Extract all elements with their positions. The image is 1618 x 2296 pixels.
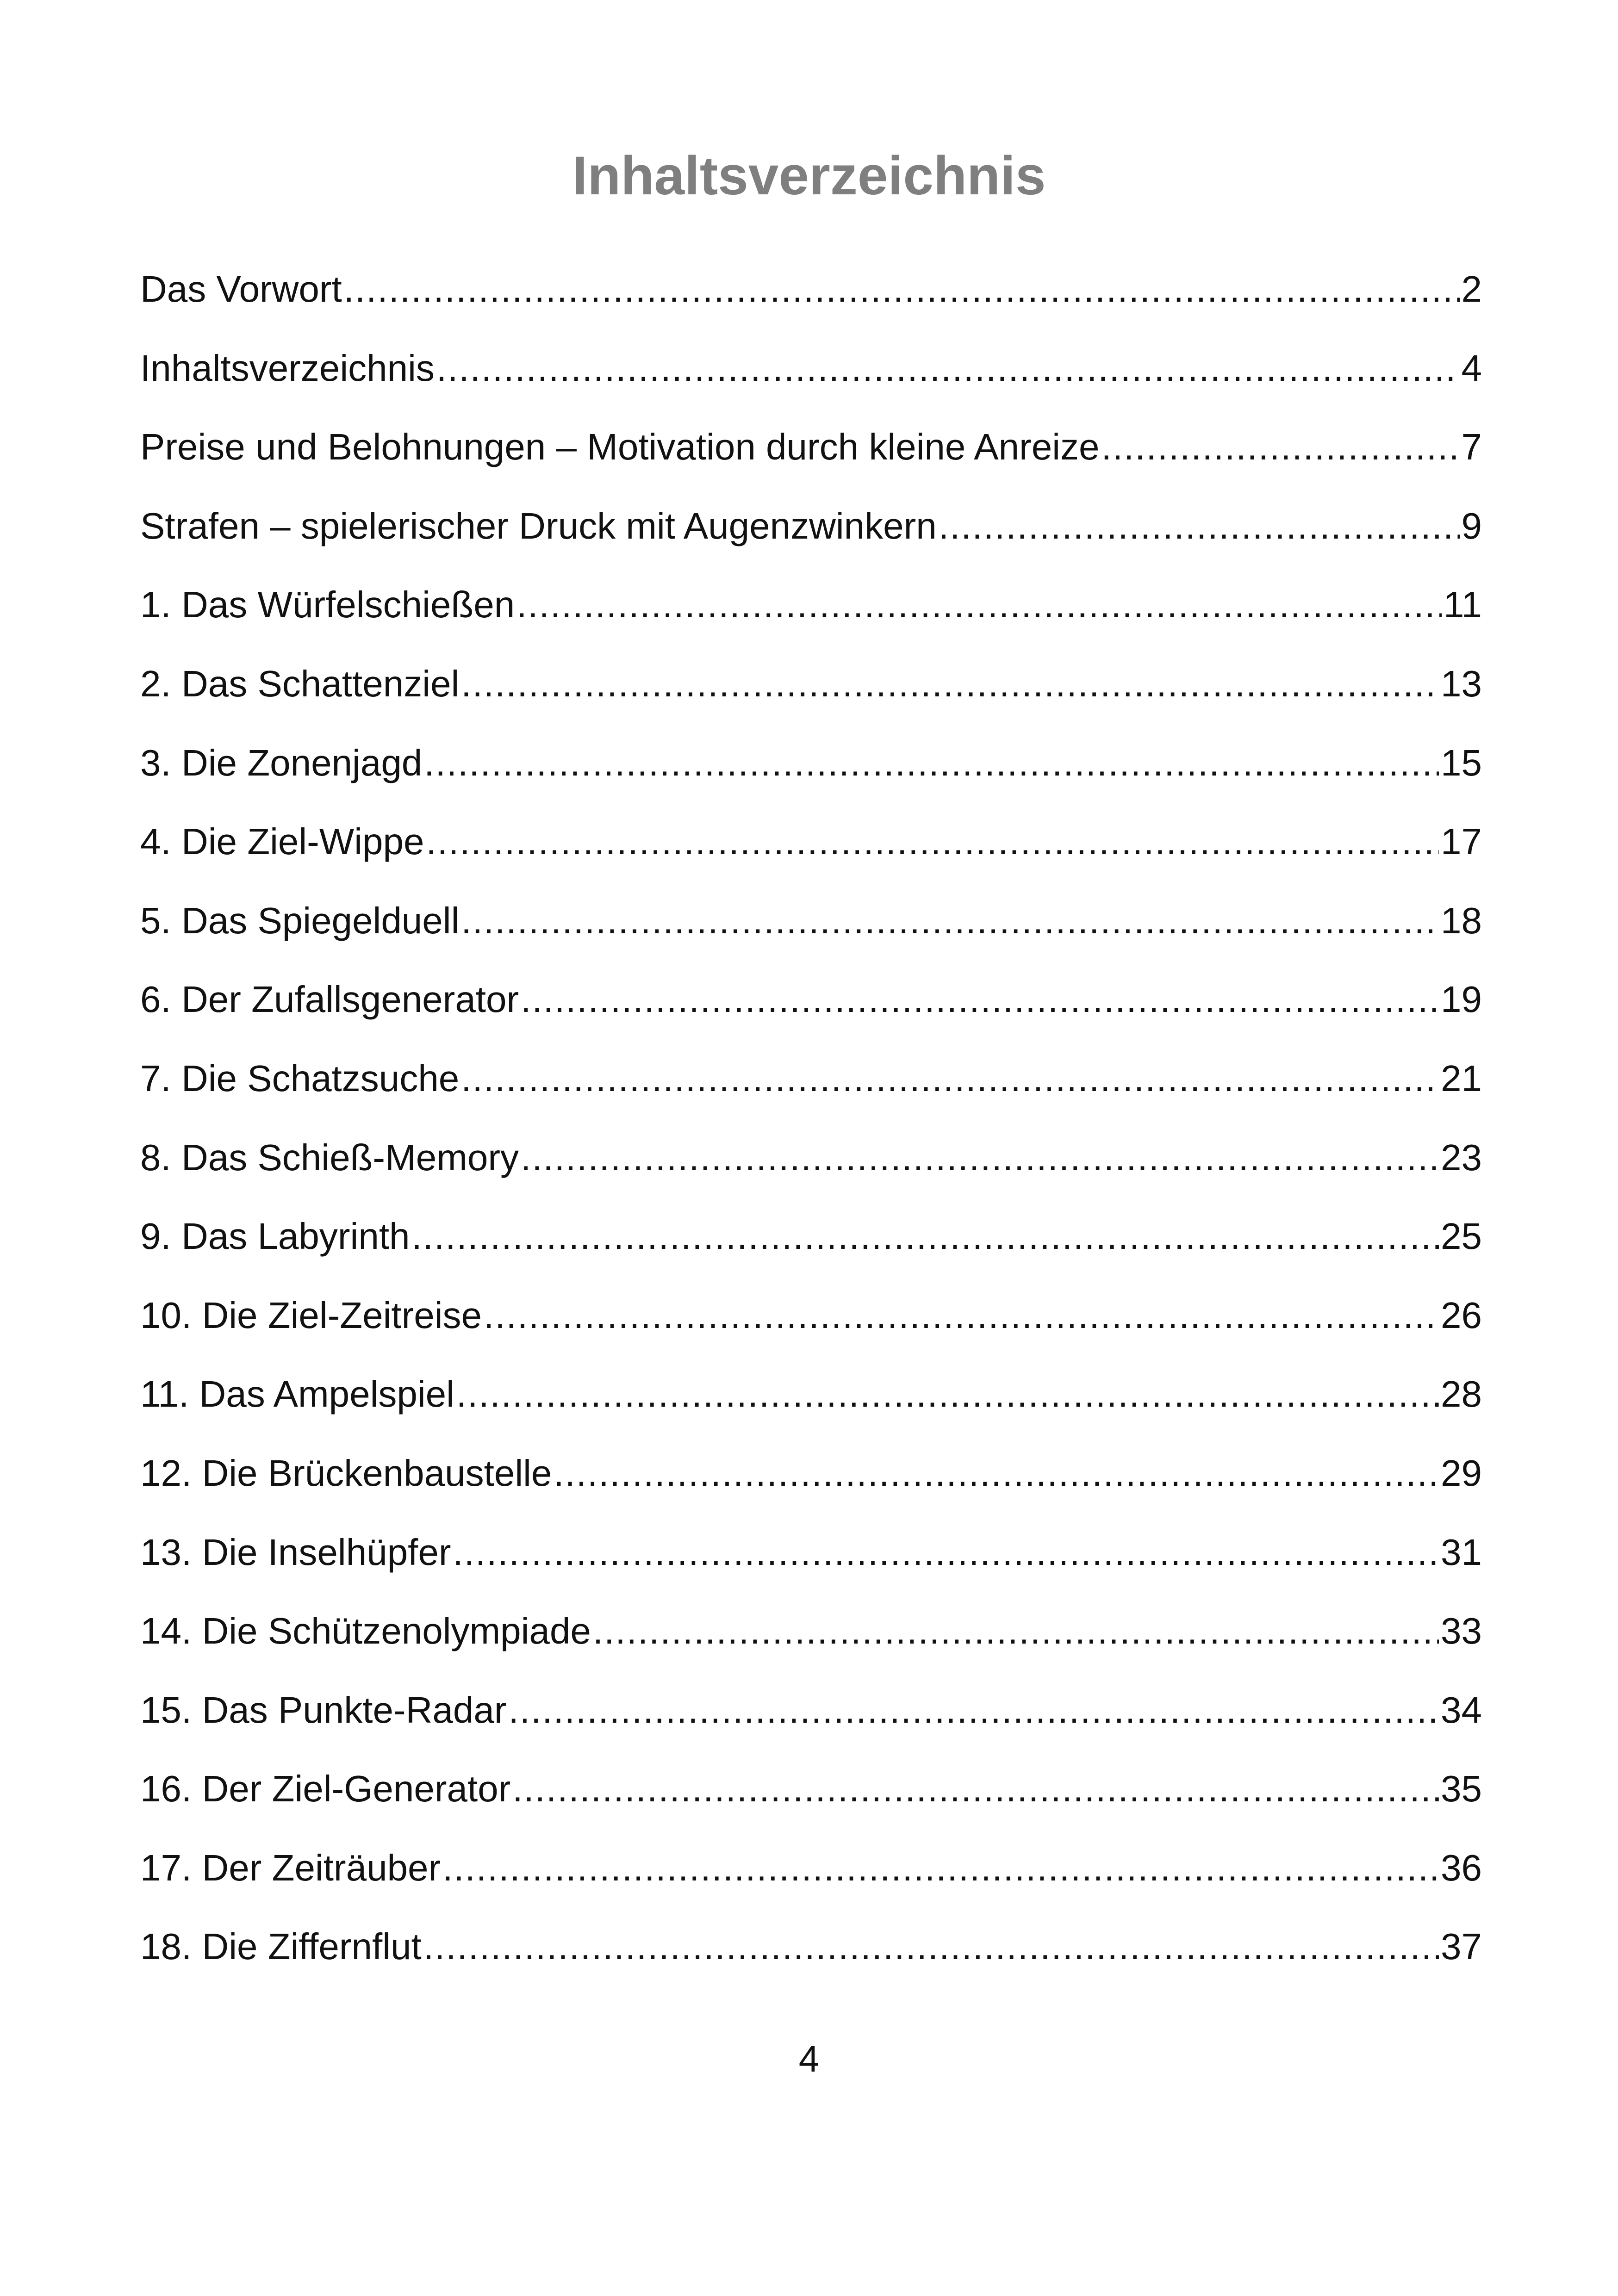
toc-entry-label: 5. Das Spiegelduell: [140, 900, 460, 941]
toc-entry-label: Strafen – spielerischer Druck mit Augenzwinkern: [140, 505, 937, 546]
toc-entry-label: 9. Das Labyrinth: [140, 1216, 410, 1257]
toc-entry-page: 4: [1461, 347, 1482, 389]
toc-entry-label: 10. Die Ziel-Zeitreise: [140, 1294, 482, 1336]
toc-leader-dots: [453, 1513, 1439, 1592]
page-title: Inhaltsverzeichnis: [572, 145, 1046, 206]
toc-entry: [140, 565, 1482, 645]
toc-entry-label: 4. Die Ziel-Wippe: [140, 821, 424, 863]
toc-entry-label: Inhaltsverzeichnis: [140, 347, 435, 389]
toc-leader-dots: [1101, 408, 1459, 487]
toc-entry: [140, 250, 1482, 329]
toc-entry-page: 17: [1441, 821, 1482, 863]
toc-entry-label: 11. Das Ampelspiel: [140, 1373, 454, 1415]
toc-entry-label: 13. Die Inselhüpfer: [140, 1531, 451, 1573]
toc-entry: [140, 1829, 1482, 1908]
toc-leader-dots: [424, 724, 1439, 803]
toc-entry: [140, 645, 1482, 724]
toc-entry-page: 9: [1461, 505, 1482, 546]
toc-entry: [140, 960, 1482, 1039]
toc-leader-dots: [593, 1592, 1439, 1671]
toc-leader-dots: [517, 565, 1442, 645]
toc-entry-page: 18: [1441, 900, 1482, 941]
toc-leader-dots: [442, 1829, 1439, 1908]
toc-leader-dots: [521, 1118, 1439, 1198]
toc-entry-label: 8. Das Schieß-Memory: [140, 1136, 519, 1178]
toc-entry: [140, 1750, 1482, 1829]
toc-entry-label: 18. Die Ziffernflut: [140, 1926, 422, 1967]
toc-entry: [140, 329, 1482, 408]
toc-leader-dots: [512, 1750, 1439, 1829]
toc-entry: [140, 802, 1482, 881]
toc-entry-label: Das Vorwort: [140, 268, 342, 310]
toc-entry: [140, 1118, 1482, 1198]
toc-entry-label: 15. Das Punkte-Radar: [140, 1689, 507, 1731]
toc-leader-dots: [461, 1039, 1439, 1118]
toc-entry: [140, 881, 1482, 961]
toc-entry-page: 13: [1441, 663, 1482, 704]
toc-entry-page: 23: [1441, 1136, 1482, 1178]
toc-entry: [140, 1592, 1482, 1671]
toc-entry-page: 2: [1461, 268, 1482, 310]
toc-leader-dots: [412, 1197, 1439, 1276]
toc-entry: [140, 724, 1482, 803]
toc-entry-page: 36: [1441, 1847, 1482, 1888]
toc-entry: [140, 408, 1482, 487]
toc-entry-page: 34: [1441, 1689, 1482, 1731]
toc-leader-dots: [344, 250, 1460, 329]
toc-entry: [140, 1907, 1482, 1986]
toc-entry-label: 3. Die Zonenjagd: [140, 742, 423, 783]
toc-leader-dots: [423, 1907, 1439, 1986]
toc-leader-dots: [554, 1434, 1439, 1513]
toc-leader-dots: [436, 329, 1460, 408]
toc-entry-label: 2. Das Schattenziel: [140, 663, 460, 704]
toc-entry: [140, 1434, 1482, 1513]
toc-leader-dots: [426, 802, 1439, 881]
toc-entry: [140, 1355, 1482, 1434]
toc-entry-page: 33: [1441, 1610, 1482, 1652]
toc-entry-page: 37: [1441, 1926, 1482, 1967]
toc-leader-dots: [461, 645, 1439, 724]
toc-leader-dots: [461, 881, 1439, 961]
toc-entry-page: 31: [1441, 1531, 1482, 1573]
toc-entry-page: 21: [1441, 1057, 1482, 1099]
toc-entry-label: 14. Die Schützenolympiade: [140, 1610, 591, 1652]
toc-leader-dots: [484, 1276, 1439, 1355]
toc-entry-page: 35: [1441, 1768, 1482, 1810]
toc-entry-page: 29: [1441, 1452, 1482, 1494]
toc-entry-label: 17. Der Zeiträuber: [140, 1847, 441, 1888]
toc-entry-page: 11: [1443, 584, 1482, 626]
page-number: 4: [798, 2038, 820, 2079]
toc-entry-page: 28: [1441, 1373, 1482, 1415]
toc-entry: [140, 1671, 1482, 1750]
toc-entry-page: 25: [1441, 1216, 1482, 1257]
table-of-contents: [140, 250, 1482, 1986]
toc-leader-dots: [939, 487, 1460, 566]
toc-entry: [140, 1039, 1482, 1118]
toc-entry: [140, 1513, 1482, 1592]
toc-leader-dots: [521, 960, 1439, 1039]
toc-entry: [140, 1197, 1482, 1276]
toc-entry-page: 7: [1461, 426, 1482, 468]
toc-entry: [140, 487, 1482, 566]
toc-entry: [140, 1276, 1482, 1355]
toc-entry-page: 26: [1441, 1294, 1482, 1336]
toc-entry-page: 19: [1441, 979, 1482, 1020]
toc-entry-label: 7. Die Schatzsuche: [140, 1057, 460, 1099]
toc-entry-label: 16. Der Ziel-Generator: [140, 1768, 511, 1810]
toc-leader-dots: [456, 1355, 1439, 1434]
toc-leader-dots: [509, 1671, 1439, 1750]
toc-entry-label: 12. Die Brückenbaustelle: [140, 1452, 552, 1494]
toc-entry-label: 6. Der Zufallsgenerator: [140, 979, 519, 1020]
toc-entry-label: 1. Das Würfelschießen: [140, 584, 515, 626]
toc-entry-label: Preise und Belohnungen – Motivation durch kleine Anreize: [140, 426, 1100, 468]
toc-entry-page: 15: [1441, 742, 1482, 783]
